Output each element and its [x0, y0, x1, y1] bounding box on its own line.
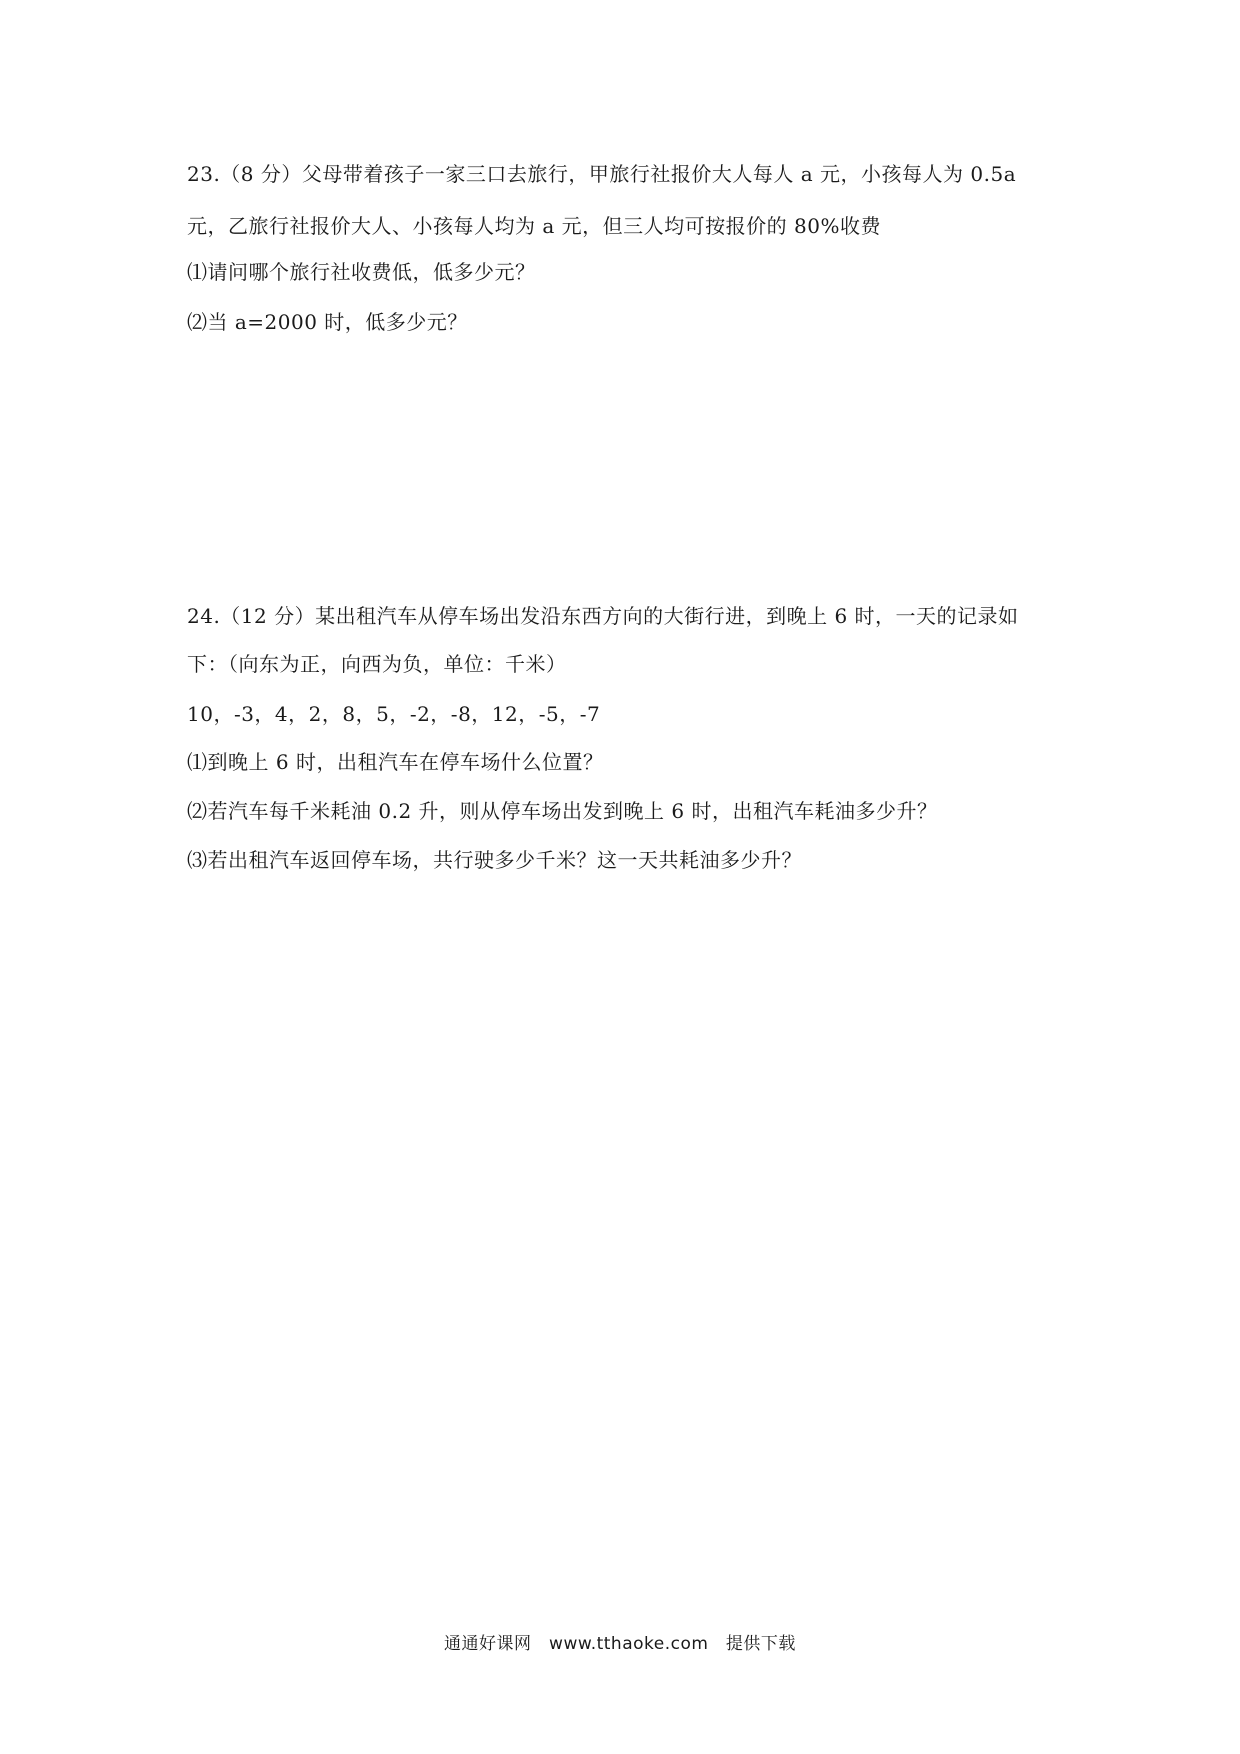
question-24-data-line: 10，-3，4，2，8，5，-2，-8，12，-5，-7: [187, 702, 601, 726]
question-24-stem-line-2: 下：（向东为正，向西为负，单位：千米）: [187, 652, 567, 676]
question-24-part-2: ⑵若汽车每千米耗油 0.2 升，则从停车场出发到晚上 6 时，出租汽车耗油多少升？: [187, 799, 938, 823]
question-24-stem-line-1: 24.（12 分）某出租汽车从停车场出发沿东西方向的大街行进，到晚上 6 时，一天的记录如: [187, 604, 1019, 628]
question-23-part-1: ⑴请问哪个旅行社收费低，低多少元？: [187, 260, 536, 284]
page-footer: 通通好课网 www.tthaoke.com 提供下载: [444, 1634, 796, 1654]
question-23-part-2: ⑵当 a=2000 时，低多少元？: [187, 310, 468, 334]
question-24-part-3: ⑶若出租汽车返回停车场，共行驶多少千米？这一天共耗油多少升？: [187, 848, 802, 872]
question-23-stem-line-2: 元，乙旅行社报价大人、小孩每人均为 a 元，但三人均可按报价的 80%收费: [187, 214, 881, 238]
question-23-stem-line-1: 23.（8 分）父母带着孩子一家三口去旅行，甲旅行社报价大人每人 a 元，小孩每人为 0.5a: [187, 162, 1017, 186]
question-24-part-1: ⑴到晚上 6 时，出租汽车在停车场什么位置？: [187, 750, 604, 774]
